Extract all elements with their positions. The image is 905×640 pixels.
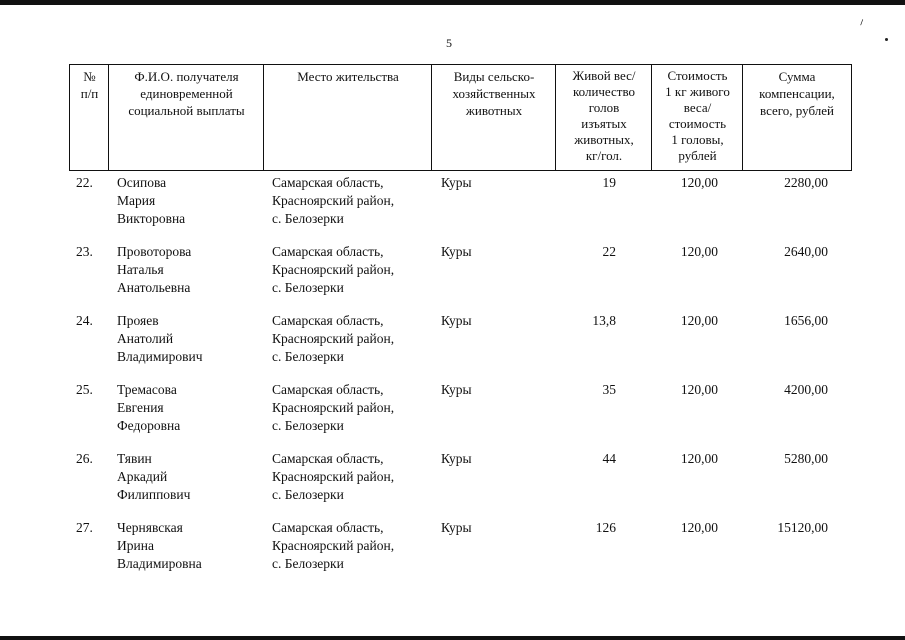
address: Самарская область, Красноярский район, с. Белозерки	[272, 244, 395, 295]
header-label: Сумма компенсации, всего, рублей	[759, 69, 835, 118]
price: 120,00	[680, 451, 718, 466]
table-row	[0, 450, 905, 510]
header-cell-recipient	[108, 64, 264, 171]
header-label: № п/п	[80, 69, 99, 101]
price: 120,00	[680, 244, 718, 259]
header-cell-weight	[555, 64, 652, 171]
scan-mark-icon: ⸝	[854, 11, 867, 28]
header-label: Ф.И.О. получателя единовременной социальной выплаты	[128, 69, 245, 118]
compensation-sum: 1656,00	[784, 313, 828, 328]
header-label: Стоимость 1 кг живого веса/ стоимость 1 головы, рублей	[665, 68, 730, 163]
address: Самарская область, Красноярский район, с. Белозерки	[272, 313, 395, 364]
address: Самарская область, Красноярский район, с. Белозерки	[272, 451, 395, 502]
animal-kind: Куры	[441, 382, 472, 397]
animal-kind: Куры	[441, 313, 472, 328]
row-number: 23.	[76, 244, 93, 259]
header-cell-number	[69, 64, 109, 171]
row-number: 26.	[76, 451, 93, 466]
animal-kind: Куры	[441, 244, 472, 259]
weight: 35	[602, 382, 616, 397]
header-label: Место жительства	[297, 69, 399, 84]
scan-top-edge	[0, 0, 905, 5]
header-cell-address	[263, 64, 432, 171]
price: 120,00	[680, 382, 718, 397]
header-cell-sum	[742, 64, 852, 171]
compensation-sum: 2640,00	[784, 244, 828, 259]
table-row	[0, 519, 905, 579]
compensation-sum: 5280,00	[784, 451, 828, 466]
row-number: 27.	[76, 520, 93, 535]
compensation-sum: 2280,00	[784, 175, 828, 190]
weight: 126	[595, 520, 616, 535]
table-row	[0, 174, 905, 234]
animal-kind: Куры	[441, 451, 472, 466]
scan-dot-icon	[885, 38, 888, 41]
weight: 44	[602, 451, 616, 466]
recipient-name: Тявин Аркадий Филиппович	[117, 451, 191, 502]
address: Самарская область, Красноярский район, с. Белозерки	[272, 382, 395, 433]
recipient-name: Прояев Анатолий Владимирович	[117, 313, 203, 364]
address: Самарская область, Красноярский район, с. Белозерки	[272, 520, 395, 571]
row-number: 22.	[76, 175, 93, 190]
header-cell-price	[651, 64, 743, 171]
recipient-name: Осипова Мария Викторовна	[117, 175, 186, 226]
scan-bottom-edge	[0, 636, 905, 640]
row-number: 24.	[76, 313, 93, 328]
price: 120,00	[680, 313, 718, 328]
recipient-name: Провоторова Наталья Анатольевна	[117, 244, 192, 295]
price: 120,00	[680, 520, 718, 535]
compensation-sum: 4200,00	[784, 382, 828, 397]
recipient-name: Чернявская Ирина Владимировна	[117, 520, 202, 571]
row-number: 25.	[76, 382, 93, 397]
table-row	[0, 312, 905, 372]
animal-kind: Куры	[441, 175, 472, 190]
compensation-sum: 15120,00	[777, 520, 828, 535]
table-row	[0, 243, 905, 303]
header-label: Виды сельско- хозяйственных животных	[452, 69, 536, 118]
header-label: Живой вес/ количество голов изъятых животных, кг/гол.	[572, 68, 636, 163]
table-row	[0, 381, 905, 441]
header-cell-animal-kind	[431, 64, 556, 171]
page-number: 5	[446, 36, 452, 50]
weight: 19	[602, 175, 616, 190]
recipient-name: Тремасова Евгения Федоровна	[117, 382, 181, 433]
animal-kind: Куры	[441, 520, 472, 535]
weight: 22	[602, 244, 616, 259]
weight: 13,8	[592, 313, 616, 328]
price: 120,00	[680, 175, 718, 190]
address: Самарская область, Красноярский район, с. Белозерки	[272, 175, 395, 226]
